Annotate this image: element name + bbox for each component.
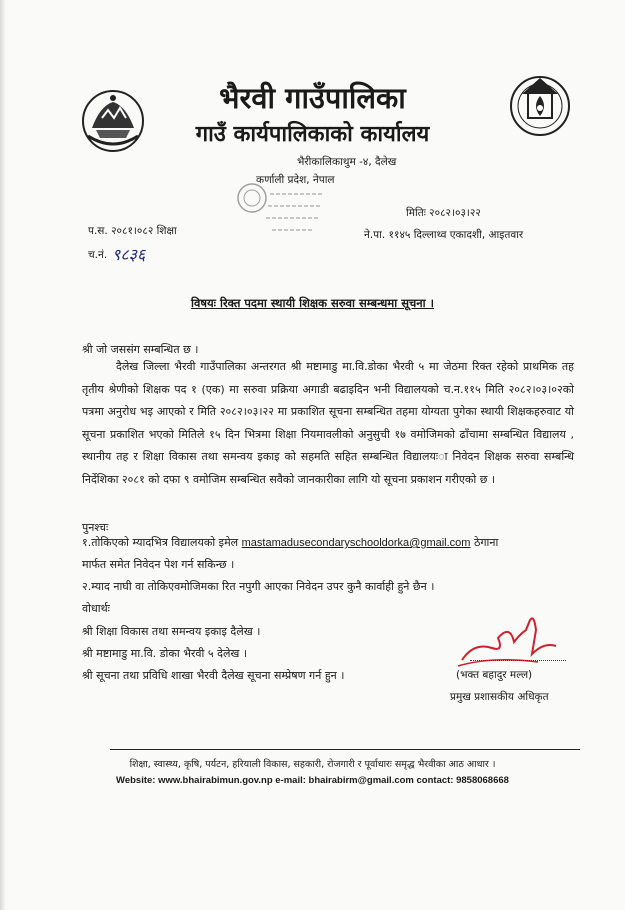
address-line-1: भैरीकालिकाथुम -४, दैलेख: [297, 156, 397, 168]
salutation: श्री जो जससंग सम्बन्धित छ ।: [82, 343, 199, 356]
signatory-designation: प्रमुख प्रशासकीय अधिकृत: [450, 691, 549, 703]
postscript-item-1: [82, 535, 498, 550]
signature-scribble: [452, 612, 562, 674]
cc-item: श्री शिक्षा विकास तथा समन्वय इकाइ दैलेख ।: [82, 625, 261, 638]
office-title: भैरवी गाउँपालिका: [219, 81, 406, 115]
cc-item: श्री मष्टामाडु मा.वि. डोका भैरवी ५ देलेख ।: [82, 647, 248, 660]
postscript-item-1-line-2: मार्फत समेत निवेदन पेश गर्न सकिन्छ ।: [82, 558, 235, 571]
nepal-sambat-date: ने.पा. ११४५ दिल्लाथ्व एकादशी, आइतवार: [364, 229, 524, 241]
patra-sankhya: प.स. २०८१।०८२ शिक्षा: [88, 225, 177, 237]
office-subtitle: गाउँ कार्यपालिकाको कार्यालय: [195, 122, 430, 147]
footer-contact: Website: www.bhairabimun.gov.np e-mail: bhairabirm@gmail.com contact: 9858068668: [116, 775, 509, 786]
postscript-item-1-suffix: ठेगाना: [473, 536, 499, 549]
subject-line: विषयः रिक्त पदमा स्थायी शिक्षक सरुवा सम्बन्धमा सूचना ।: [190, 296, 435, 310]
cc-label: वोधार्थः: [82, 602, 110, 615]
signature-line: [470, 652, 566, 661]
school-email-link[interactable]: mastamadusecondaryschooldorka@gmail.com: [241, 537, 471, 549]
postscript-item-1-text: १.तोकिएको म्यादभित्र विद्यालयको इमेल: [82, 536, 239, 549]
cc-item: श्री सूचना तथा प्रविधि शाखा भैरवी दैलेख सूचना सम्प्रेषण गर्न हुन ।: [82, 669, 345, 682]
chalani-number-handwritten: ९८३६: [112, 245, 146, 264]
office-stamp: [228, 168, 328, 248]
date-line: मितिः २०८२।०३।२२: [406, 207, 481, 219]
signatory-name: (भक्त बहादुर मल्ल): [456, 669, 533, 681]
footer-slogan: शिक्षा, स्वास्थ्य, कृषि, पर्यटन, हरियाली विकास, सहकारी, रोजगारी र पूर्वाधारः समृद्ध भैरवीका आठ आधार ।: [129, 759, 496, 770]
notice-body: दैलेख जिल्ला भैरवी गाउँपालिका अन्तरगत श्री मष्टामाडु मा.वि.डोका भैरवी ५ मा जेठमा रिक्त रहेको प्राथमिक तह तृतीय श्रेणीको शिक्षक पद १ (एक) मा सरुवा प्रक्रिया अगाडी बढाइदिन भनी विद्यालयको च.न.११५ मिति २०८२।०३।०२को पत्रमा अनुरोध भइ आएको र मिति २०८२।०३।२२ मा प्रकाशित सूचना सम्बन्धित तहमा योग्यता पुगेका स्थायी शिक्षकहरुवाट यो सूचना प्रकाशित भएको मितिले १५ दिन भित्रमा शिक्षा नियमावलीको अनुसुची १७ वमोजिमको ढाँचामा सम्बन्धित विद्यालय , स्थानीय तह र शिक्षा विकास तथा समन्वय इकाइ को सहमति सहित सम्बन्धित विद्यालयःा निवेदन शिक्षक सरुवा सम्बन्धि निर्देशिका २०८१ को दफा ९ वमोजिम सम्बन्धित सवैको जानकारीका लागि यो सूचना प्रकाशन गरीएको छ ।: [82, 360, 574, 486]
chalani-label: च.नं.: [88, 249, 108, 261]
postscript-item-2: २.म्याद नाघी वा तोकिएवमोजिमका रित नपुगी आएका निवेदन उपर कुनै कार्वाही हुने छैन ।: [82, 580, 435, 593]
address-line-2: कर्णाली प्रदेश, नेपाल: [256, 174, 335, 186]
footer-divider: [110, 749, 580, 750]
postscript-label: पुनश्चः: [82, 521, 109, 534]
